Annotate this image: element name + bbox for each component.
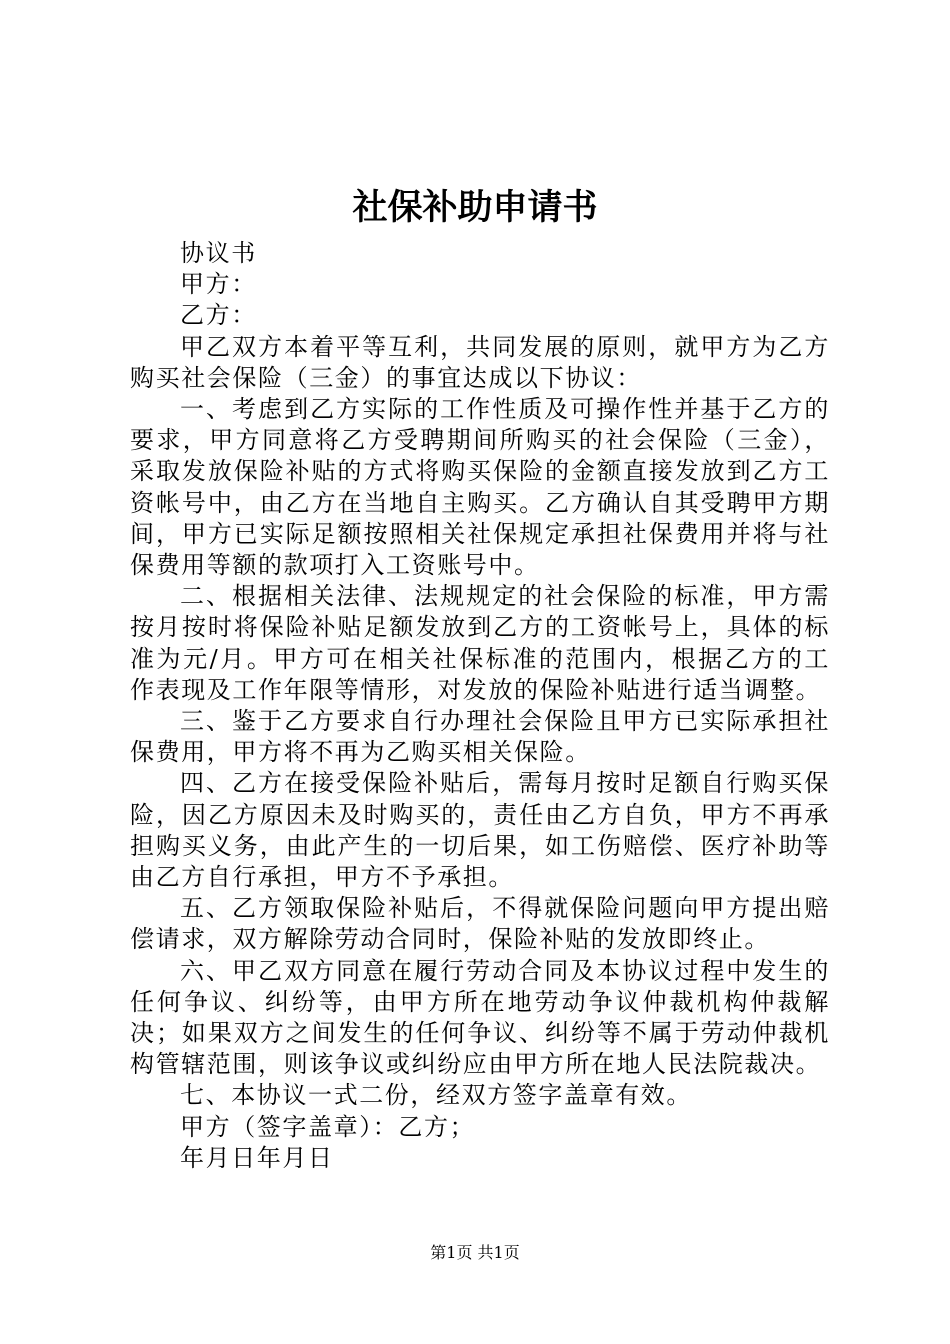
party-b-line: 乙方： <box>180 301 257 330</box>
document-body <box>130 238 830 1174</box>
date-line: 年月日年月日 <box>180 1143 334 1172</box>
document-title: 社保补助申请书 <box>352 187 598 228</box>
signature-line: 甲方（签字盖章）：乙方； <box>180 1112 476 1141</box>
page-footer: 第1页 共1页 <box>430 1243 520 1262</box>
clause-5: 五、乙方领取保险补贴后，不得就保险问题向甲方提出赔偿请求，双方解除劳动合同时，保险补贴的发放即终止。 <box>130 894 830 954</box>
clause-4: 四、乙方在接受保险补贴后，需每月按时足额自行购买保险，因乙方原因未及时购买的，责任由乙方自负，甲方不再承担购买义务，由此产生的一切后果，如工伤赔偿、医疗补助等由乙方自行承担，甲方不予承担。 <box>130 769 830 892</box>
party-a-line: 甲方： <box>180 270 257 299</box>
clause-2: 二、根据相关法律、法规规定的社会保险的标准，甲方需按月按时将保险补贴足额发放到乙方的工资帐号上，具体的标准为元/月。甲方可在相关社保标准的范围内，根据乙方的工作表现及工作年限等情形，对发放的保险补贴进行适当调整。 <box>130 582 830 704</box>
paragraph-heading: 协议书 <box>180 239 257 267</box>
clause-6: 六、甲乙双方同意在履行劳动合同及本协议过程中发生的任何争议、纠纷等，由甲方所在地劳动争议仲裁机构仲裁解决；如果双方之间发生的任何争议、纠纷等不属于劳动仲裁机构管辖范围，则该争议或纠纷应由甲方所在地人民法院裁决。 <box>130 956 830 1079</box>
clause-7: 七、本协议一式二份，经双方签字盖章有效。 <box>180 1081 692 1110</box>
clause-3: 三、鉴于乙方要求自行办理社会保险且甲方已实际承担社保费用，甲方将不再为乙购买相关保险。 <box>130 707 830 767</box>
clause-1: 一、考虑到乙方实际的工作性质及可操作性并基于乙方的要求，甲方同意将乙方受聘期间所购买的社会保险（三金），采取发放保险补贴的方式将购买保险的金额直接发放到乙方工资帐号中，由乙方在当地自主购买。乙方确认自其受聘甲方期间，甲方已实际足额按照相关社保规定承担社保费用并将与社保费用等额的款项打入工资账号中。 <box>130 395 830 580</box>
paragraph-intro: 甲乙双方本着平等互利，共同发展的原则，就甲方为乙方购买社会保险（三金）的事宜达成以下协议： <box>130 332 830 392</box>
